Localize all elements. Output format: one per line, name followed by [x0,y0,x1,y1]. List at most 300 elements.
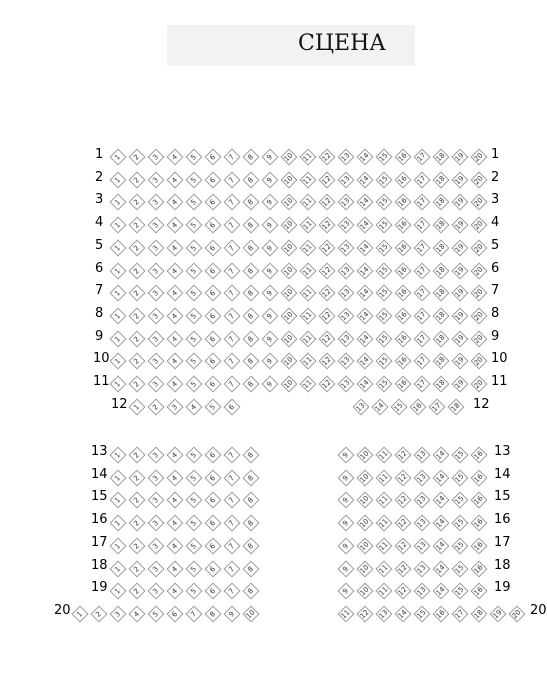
seat[interactable] [262,353,279,370]
seat[interactable] [205,285,222,302]
seat[interactable] [167,239,184,256]
seat[interactable] [148,515,165,532]
seat[interactable] [452,469,469,486]
seat[interactable] [129,583,146,600]
seat[interactable] [509,605,526,622]
seat[interactable] [167,469,184,486]
seat[interactable] [395,353,412,370]
seat[interactable] [262,307,279,324]
seat[interactable] [376,515,393,532]
seat[interactable] [167,583,184,600]
seat[interactable] [186,239,203,256]
seat[interactable] [338,583,355,600]
seat[interactable] [281,171,298,188]
seat[interactable] [167,398,184,415]
seat[interactable] [110,330,127,347]
seat[interactable] [357,515,374,532]
seat[interactable] [471,330,488,347]
seat[interactable] [148,398,165,415]
seat[interactable] [376,217,393,234]
seat[interactable] [129,492,146,509]
seat[interactable] [357,605,374,622]
seat[interactable] [110,307,127,324]
seat[interactable] [357,330,374,347]
seat[interactable] [205,353,222,370]
seat[interactable] [205,171,222,188]
seat[interactable] [148,239,165,256]
seat[interactable] [452,217,469,234]
seat[interactable] [205,239,222,256]
seat[interactable] [319,262,336,279]
seat[interactable] [186,285,203,302]
seat[interactable] [224,376,241,393]
seat[interactable] [471,194,488,211]
seat[interactable] [167,307,184,324]
seat[interactable] [110,171,127,188]
seat[interactable] [433,515,450,532]
seat[interactable] [414,515,431,532]
seat[interactable] [338,307,355,324]
seat[interactable] [129,149,146,166]
seat[interactable] [414,262,431,279]
seat[interactable] [224,583,241,600]
seat[interactable] [395,330,412,347]
seat[interactable] [186,171,203,188]
seat[interactable] [243,605,260,622]
seat[interactable] [338,469,355,486]
seat[interactable] [167,515,184,532]
seat[interactable] [452,492,469,509]
seat[interactable] [319,330,336,347]
seat[interactable] [452,560,469,577]
seat[interactable] [148,149,165,166]
seat[interactable] [186,515,203,532]
seat[interactable] [110,376,127,393]
seat[interactable] [376,537,393,554]
seat[interactable] [357,194,374,211]
seat[interactable] [243,376,260,393]
seat[interactable] [452,330,469,347]
seat[interactable] [414,330,431,347]
seat[interactable] [262,262,279,279]
seat[interactable] [471,376,488,393]
seat[interactable] [338,353,355,370]
seat[interactable] [186,605,203,622]
seat[interactable] [186,194,203,211]
seat[interactable] [471,239,488,256]
seat[interactable] [414,492,431,509]
seat[interactable] [167,217,184,234]
seat[interactable] [452,194,469,211]
seat[interactable] [110,492,127,509]
seat[interactable] [357,583,374,600]
seat[interactable] [262,194,279,211]
seat[interactable] [376,492,393,509]
seat[interactable] [300,376,317,393]
seat[interactable] [433,307,450,324]
seat[interactable] [300,217,317,234]
seat[interactable] [376,605,393,622]
seat[interactable] [281,330,298,347]
seat[interactable] [129,447,146,464]
seat[interactable] [471,560,488,577]
seat[interactable] [148,262,165,279]
seat[interactable] [338,217,355,234]
seat[interactable] [471,149,488,166]
seat[interactable] [391,398,408,415]
seat[interactable] [433,262,450,279]
seat[interactable] [281,149,298,166]
seat[interactable] [357,285,374,302]
seat[interactable] [448,398,465,415]
seat[interactable] [243,239,260,256]
seat[interactable] [429,398,446,415]
seat[interactable] [148,376,165,393]
seat[interactable] [129,171,146,188]
seat[interactable] [376,307,393,324]
seat[interactable] [357,262,374,279]
seat[interactable] [167,492,184,509]
seat[interactable] [376,285,393,302]
seat[interactable] [205,560,222,577]
seat[interactable] [433,353,450,370]
seat[interactable] [186,583,203,600]
seat[interactable] [471,537,488,554]
seat[interactable] [338,171,355,188]
seat[interactable] [129,330,146,347]
seat[interactable] [452,515,469,532]
seat[interactable] [186,330,203,347]
seat[interactable] [224,307,241,324]
seat[interactable] [300,307,317,324]
seat[interactable] [319,376,336,393]
seat[interactable] [224,262,241,279]
seat[interactable] [224,605,241,622]
seat[interactable] [186,262,203,279]
seat[interactable] [414,560,431,577]
seat[interactable] [300,149,317,166]
seat[interactable] [243,217,260,234]
seat[interactable] [471,353,488,370]
seat[interactable] [129,194,146,211]
seat[interactable] [148,217,165,234]
seat[interactable] [433,171,450,188]
seat[interactable] [129,239,146,256]
seat[interactable] [319,149,336,166]
seat[interactable] [414,194,431,211]
seat[interactable] [300,330,317,347]
seat[interactable] [433,560,450,577]
seat[interactable] [300,353,317,370]
seat[interactable] [410,398,427,415]
seat[interactable] [205,398,222,415]
seat[interactable] [414,537,431,554]
seat[interactable] [224,239,241,256]
seat[interactable] [433,376,450,393]
seat[interactable] [205,262,222,279]
seat[interactable] [110,537,127,554]
seat[interactable] [110,285,127,302]
seat[interactable] [167,262,184,279]
seat[interactable] [452,307,469,324]
seat[interactable] [110,217,127,234]
seat[interactable] [452,171,469,188]
seat[interactable] [224,149,241,166]
seat[interactable] [471,171,488,188]
seat[interactable] [372,398,389,415]
seat[interactable] [224,492,241,509]
seat[interactable] [129,537,146,554]
seat[interactable] [395,537,412,554]
seat[interactable] [471,262,488,279]
seat[interactable] [376,262,393,279]
seat[interactable] [205,583,222,600]
seat[interactable] [395,447,412,464]
seat[interactable] [110,353,127,370]
seat[interactable] [319,307,336,324]
seat[interactable] [224,353,241,370]
seat[interactable] [262,376,279,393]
seat[interactable] [262,217,279,234]
seat[interactable] [224,447,241,464]
seat[interactable] [243,171,260,188]
seat[interactable] [395,194,412,211]
seat[interactable] [148,285,165,302]
seat[interactable] [433,217,450,234]
seat[interactable] [186,217,203,234]
seat[interactable] [110,469,127,486]
seat[interactable] [167,149,184,166]
seat[interactable] [338,515,355,532]
seat[interactable] [414,285,431,302]
seat[interactable] [452,605,469,622]
seat[interactable] [205,447,222,464]
seat[interactable] [243,262,260,279]
seat[interactable] [129,398,146,415]
seat[interactable] [148,469,165,486]
seat[interactable] [224,469,241,486]
seat[interactable] [129,376,146,393]
seat[interactable] [167,330,184,347]
seat[interactable] [129,353,146,370]
seat[interactable] [110,515,127,532]
seat[interactable] [91,605,108,622]
seat[interactable] [395,560,412,577]
seat[interactable] [433,492,450,509]
seat[interactable] [471,469,488,486]
seat[interactable] [319,194,336,211]
seat[interactable] [129,217,146,234]
seat[interactable] [338,376,355,393]
seat[interactable] [414,605,431,622]
seat[interactable] [262,330,279,347]
seat[interactable] [167,194,184,211]
seat[interactable] [376,149,393,166]
seat[interactable] [395,492,412,509]
seat[interactable] [167,537,184,554]
seat[interactable] [395,149,412,166]
seat[interactable] [281,353,298,370]
seat[interactable] [357,307,374,324]
seat[interactable] [243,515,260,532]
seat[interactable] [167,376,184,393]
seat[interactable] [357,447,374,464]
seat[interactable] [471,515,488,532]
seat[interactable] [433,285,450,302]
seat[interactable] [129,469,146,486]
seat[interactable] [167,353,184,370]
seat[interactable] [471,307,488,324]
seat[interactable] [281,285,298,302]
seat[interactable] [205,376,222,393]
seat[interactable] [243,330,260,347]
seat[interactable] [281,376,298,393]
seat[interactable] [167,285,184,302]
seat[interactable] [205,515,222,532]
seat[interactable] [414,239,431,256]
seat[interactable] [490,605,507,622]
seat[interactable] [205,330,222,347]
seat[interactable] [433,239,450,256]
seat[interactable] [357,171,374,188]
seat[interactable] [395,307,412,324]
seat[interactable] [148,194,165,211]
seat[interactable] [452,262,469,279]
seat[interactable] [148,307,165,324]
seat[interactable] [452,376,469,393]
seat[interactable] [72,605,89,622]
seat[interactable] [376,171,393,188]
seat[interactable] [395,376,412,393]
seat[interactable] [452,447,469,464]
seat[interactable] [281,262,298,279]
seat[interactable] [281,307,298,324]
seat[interactable] [110,447,127,464]
seat[interactable] [243,285,260,302]
seat[interactable] [300,262,317,279]
seat[interactable] [338,537,355,554]
seat[interactable] [376,376,393,393]
seat[interactable] [357,149,374,166]
seat[interactable] [376,560,393,577]
seat[interactable] [186,149,203,166]
seat[interactable] [338,560,355,577]
seat[interactable] [243,583,260,600]
seat[interactable] [433,194,450,211]
seat[interactable] [452,583,469,600]
seat[interactable] [224,398,241,415]
seat[interactable] [300,171,317,188]
seat[interactable] [376,469,393,486]
seat[interactable] [186,560,203,577]
seat[interactable] [281,217,298,234]
seat[interactable] [224,194,241,211]
seat[interactable] [433,447,450,464]
seat[interactable] [148,605,165,622]
seat[interactable] [129,262,146,279]
seat[interactable] [148,560,165,577]
seat[interactable] [205,194,222,211]
seat[interactable] [338,149,355,166]
seat[interactable] [376,447,393,464]
seat[interactable] [338,194,355,211]
seat[interactable] [452,285,469,302]
seat[interactable] [395,217,412,234]
seat[interactable] [376,353,393,370]
seat[interactable] [471,447,488,464]
seat[interactable] [205,492,222,509]
seat[interactable] [110,583,127,600]
seat[interactable] [243,194,260,211]
seat[interactable] [357,469,374,486]
seat[interactable] [300,239,317,256]
seat[interactable] [110,560,127,577]
seat[interactable] [319,217,336,234]
seat[interactable] [243,560,260,577]
seat[interactable] [376,330,393,347]
seat[interactable] [395,605,412,622]
seat[interactable] [395,171,412,188]
seat[interactable] [129,560,146,577]
seat[interactable] [471,583,488,600]
seat[interactable] [243,447,260,464]
seat[interactable] [205,605,222,622]
seat[interactable] [167,560,184,577]
seat[interactable] [471,605,488,622]
seat[interactable] [186,492,203,509]
seat[interactable] [186,353,203,370]
seat[interactable] [471,285,488,302]
seat[interactable] [414,583,431,600]
seat[interactable] [414,307,431,324]
seat[interactable] [357,492,374,509]
seat[interactable] [376,239,393,256]
seat[interactable] [224,217,241,234]
seat[interactable] [262,285,279,302]
seat[interactable] [395,469,412,486]
seat[interactable] [471,217,488,234]
seat[interactable] [395,262,412,279]
seat[interactable] [471,492,488,509]
seat[interactable] [224,285,241,302]
seat[interactable] [376,194,393,211]
seat[interactable] [205,217,222,234]
seat[interactable] [433,583,450,600]
seat[interactable] [433,537,450,554]
seat[interactable] [262,239,279,256]
seat[interactable] [243,537,260,554]
seat[interactable] [300,285,317,302]
seat[interactable] [129,285,146,302]
seat[interactable] [243,353,260,370]
seat[interactable] [262,149,279,166]
seat[interactable] [262,171,279,188]
seat[interactable] [414,353,431,370]
seat[interactable] [433,605,450,622]
seat[interactable] [148,537,165,554]
seat[interactable] [243,469,260,486]
seat[interactable] [414,149,431,166]
seat[interactable] [224,515,241,532]
seat[interactable] [319,285,336,302]
seat[interactable] [395,285,412,302]
seat[interactable] [338,285,355,302]
seat[interactable] [167,605,184,622]
seat[interactable] [129,515,146,532]
seat[interactable] [129,307,146,324]
seat[interactable] [452,239,469,256]
seat[interactable] [357,239,374,256]
